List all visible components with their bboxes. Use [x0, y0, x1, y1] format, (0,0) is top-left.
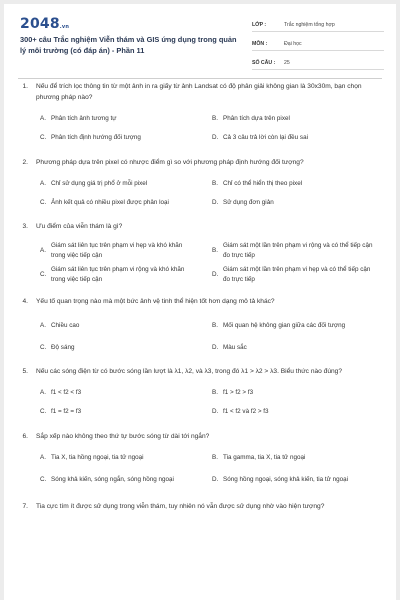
answer-option[interactable] — [200, 384, 396, 403]
answer-option[interactable] — [200, 314, 396, 338]
answer-option[interactable] — [200, 468, 396, 492]
question-text: Phương pháp dựa trên pixel có nhược điểm gì so với phương pháp định hướng đối tượng? — [36, 158, 304, 166]
option-text: f1 = f2 = f3 — [51, 408, 82, 416]
option-letter: A. — [40, 454, 46, 462]
question — [4, 367, 396, 422]
option-letter: B. — [212, 389, 218, 397]
answer-option[interactable] — [4, 338, 200, 357]
option-letter: B. — [212, 322, 218, 330]
question-number: 4. — [22, 298, 28, 306]
document-title: 300+ câu Trắc nghiệm Viễn thám và GIS ứng dụng trong quản lý môi trường (có đáp án) - Phần 11 — [20, 35, 237, 55]
option-text: Tia X, tia hồng ngoại, tia tử ngoại — [51, 454, 144, 462]
answer-option[interactable] — [4, 110, 200, 129]
option-text: Chiều cao — [51, 322, 80, 330]
question — [4, 432, 396, 492]
answer-option[interactable] — [4, 174, 200, 193]
option-text: Giám sát một lần trên phạm vi rộng và có thể tiếp cận đo trực tiếp — [223, 242, 373, 260]
option-text: Giám sát liên tục trên phạm vi hẹp và khó khăn trong việc tiếp cận — [51, 242, 183, 260]
option-letter: B. — [212, 115, 218, 123]
question-number: 2. — [22, 158, 28, 166]
option-letter: A. — [40, 179, 46, 187]
question-text: Ưu điểm của viễn thám là gì? — [36, 223, 123, 231]
option-letter: A. — [40, 247, 46, 255]
logo-text: 2048 — [20, 16, 60, 32]
option-letter: D. — [212, 271, 219, 279]
option-text: Phân tích dựa trên pixel — [223, 115, 290, 123]
option-text: f1 < f2 < f3 — [51, 389, 82, 397]
option-letter: B. — [212, 179, 218, 187]
question-number: 3. — [22, 223, 28, 231]
header-divider — [18, 78, 382, 79]
answer-option[interactable] — [4, 468, 200, 492]
option-text: Chỉ có thể hiển thị theo pixel — [223, 179, 303, 187]
site-logo[interactable] — [20, 16, 69, 32]
option-letter: A. — [40, 115, 46, 123]
option-text: Ảnh kết quả có nhiều pixel được phân loại — [51, 198, 169, 206]
option-text: f1 > f2 > f3 — [223, 389, 254, 397]
header — [4, 4, 396, 74]
question — [4, 82, 396, 148]
option-text: Giám sát một lần trên phạm vi hẹp và có thể tiếp cận đo trực tiếp — [223, 266, 371, 284]
question-text: Nếu để trích lọc thông tin từ một ảnh in ra giấy từ ảnh Landsat có độ phân giải không gian là 30x30m, bạn chọn phương pháp nào? — [36, 83, 362, 101]
option-letter: A. — [40, 322, 46, 330]
question-text: Yếu tố quan trọng nào mà một bức ảnh vệ tinh thể hiện tốt hơn dạng mô tả khác? — [36, 298, 275, 306]
option-letter: C. — [40, 134, 47, 142]
meta-row-subject — [252, 37, 384, 51]
option-text: Giám sát liên tục trên phạm vi rộng và khó khăn trong việc tiếp cận — [51, 266, 185, 284]
meta-key: MÔN : — [252, 40, 268, 47]
answer-option[interactable] — [200, 239, 396, 263]
meta-row-class — [252, 18, 384, 32]
option-text: Cả 3 câu trả lời còn lại đều sai — [223, 134, 308, 142]
answer-option[interactable] — [200, 338, 396, 357]
option-letter: A. — [40, 389, 46, 397]
option-letter: C. — [40, 343, 47, 351]
meta-value: Trắc nghiệm tổng hợp — [284, 21, 335, 28]
option-letter: C. — [40, 198, 47, 206]
question — [4, 222, 396, 287]
option-letter: C. — [40, 475, 47, 483]
answer-option[interactable] — [200, 193, 396, 212]
option-text: Tia gamma, tia X, tia tử ngoại — [223, 454, 306, 462]
question-list — [4, 82, 396, 522]
option-text: Sóng hồng ngoại, sóng khả kiến, tia tử ngoại — [223, 475, 348, 483]
answer-option[interactable] — [4, 239, 200, 263]
answer-option[interactable] — [4, 403, 200, 422]
answer-option[interactable] — [4, 193, 200, 212]
answer-option[interactable] — [4, 384, 200, 403]
answer-option[interactable] — [4, 129, 200, 148]
option-text: Mối quan hệ không gian giữa các đối tượng — [223, 322, 346, 330]
option-letter: D. — [212, 343, 219, 351]
question — [4, 158, 396, 213]
option-letter: D. — [212, 475, 219, 483]
question — [4, 297, 396, 357]
meta-value: 25 — [284, 59, 290, 66]
answer-option[interactable] — [200, 129, 396, 148]
option-text: f1 < f2 và f2 > f3 — [223, 408, 269, 416]
answer-option[interactable] — [200, 263, 396, 287]
answer-option[interactable] — [200, 403, 396, 422]
option-letter: D. — [212, 408, 219, 416]
document-page — [4, 4, 396, 600]
question-text: Sắp xếp nào không theo thứ tự bước sóng từ dài tới ngắn? — [36, 432, 210, 440]
option-letter: D. — [212, 134, 219, 142]
answer-option[interactable] — [200, 449, 396, 468]
option-text: Sử dụng đơn giản — [223, 198, 274, 206]
answer-option[interactable] — [200, 174, 396, 193]
option-letter: D. — [212, 198, 219, 206]
question-number: 6. — [22, 432, 28, 440]
meta-row-count — [252, 56, 384, 70]
answer-option[interactable] — [4, 314, 200, 338]
option-letter: C. — [40, 408, 47, 416]
meta-key: SỐ CÂU : — [252, 59, 276, 66]
meta-info — [252, 18, 384, 70]
question-text: Tia cực tím ít được sử dụng trong viễn thám, tuy nhiên nó vẫn được sử dụng nhờ vào hiện tượng? — [36, 502, 325, 510]
answer-option[interactable] — [4, 263, 200, 287]
meta-value: Đại học — [284, 40, 302, 47]
option-text: Độ sáng — [51, 343, 75, 351]
option-letter: C. — [40, 271, 47, 279]
answer-option[interactable] — [4, 449, 200, 468]
answer-option[interactable] — [200, 110, 396, 129]
meta-key: LỚP : — [252, 21, 267, 28]
question-number: 5. — [22, 367, 28, 375]
option-text: Màu sắc — [223, 343, 247, 351]
option-text: Chỉ sử dụng giá trị phổ ở mỗi pixel — [51, 179, 148, 187]
option-text: Phân tích ảnh tương tự — [51, 115, 117, 123]
question — [4, 502, 396, 513]
option-text: Phân tích định hướng đối tượng — [51, 134, 141, 142]
question-text: Nếu các sóng điện từ có bước sóng lần lượt là λ1, λ2, và λ3, trong đó λ1 > λ2 > λ3. Biểu thức nào đúng? — [36, 367, 342, 375]
option-letter: B. — [212, 454, 218, 462]
question-number: 7. — [22, 502, 28, 510]
option-letter: B. — [212, 247, 218, 255]
logo-suffix: .vn — [59, 24, 70, 30]
question-number: 1. — [22, 83, 28, 90]
option-text: Sóng khả kiến, sóng ngắn, sóng hồng ngoại — [51, 475, 174, 483]
